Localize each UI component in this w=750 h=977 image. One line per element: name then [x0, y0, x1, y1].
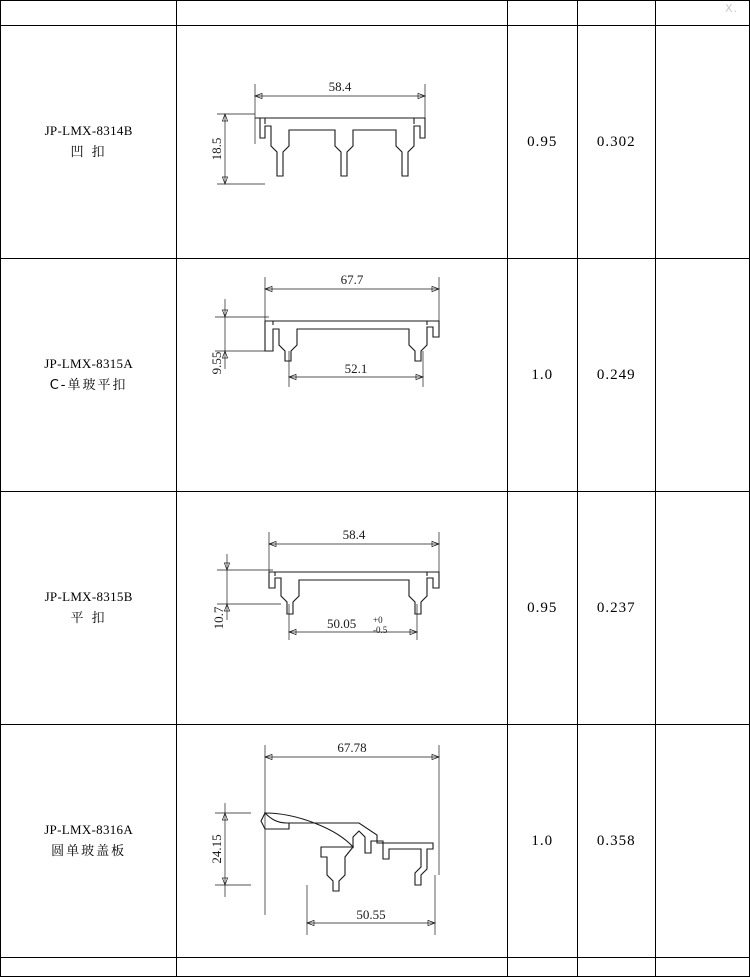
- cell-remark-partial-bottom: [655, 958, 749, 977]
- table-row-partial-bottom: [1, 958, 750, 977]
- product-code-text: JP-LMX-8314B: [44, 122, 133, 138]
- cell-product-code: [1, 259, 177, 492]
- dim-tolerance-lower: -0.5: [373, 625, 388, 635]
- cell-remark: [655, 26, 749, 259]
- dim-label-67-78: 67.78: [337, 740, 367, 755]
- dim-label-50-05: 50.05: [327, 616, 357, 631]
- profile-svg: [177, 492, 507, 724]
- cell-weight-partial-bottom: [577, 958, 655, 977]
- cell-weight-partial: [577, 1, 655, 26]
- cell-product-code: [1, 26, 177, 259]
- product-code-text: JP-LMX-8316A: [44, 821, 134, 837]
- dim-label-58-4: 58.4: [328, 79, 352, 94]
- profile-drawing-8314b: [177, 26, 507, 258]
- cell-weight: 0.302: [577, 26, 655, 259]
- cell-remark: [655, 259, 749, 492]
- cell-drawing-partial-bottom: [177, 958, 507, 977]
- dim-label-10-7: 10.7: [211, 606, 227, 630]
- cell-product-code: [1, 725, 177, 958]
- profile-svg: [177, 26, 507, 258]
- cell-thickness: 0.95: [507, 492, 577, 725]
- product-name-text: 凹 扣: [70, 145, 107, 160]
- cell-drawing: [177, 492, 507, 725]
- cell-thickness: 0.95: [507, 26, 577, 259]
- cell-weight: 0.237: [577, 492, 655, 725]
- table-row: [1, 492, 750, 725]
- cell-weight: 0.249: [577, 259, 655, 492]
- product-name-text: C-单玻平扣: [49, 378, 128, 393]
- table-row: [1, 26, 750, 259]
- cell-code-partial-bottom: [1, 958, 177, 977]
- cell-remark: [655, 492, 749, 725]
- cell-thickness: 1.0: [507, 725, 577, 958]
- table-row-partial-top: [1, 1, 750, 26]
- cell-thickness-partial: [507, 1, 577, 26]
- dim-label-52-1: 52.1: [344, 361, 368, 376]
- profile-svg: [177, 725, 507, 957]
- dim-label-9-55: 9.55: [209, 351, 225, 375]
- dim-tolerance-upper: +0: [373, 615, 383, 625]
- cell-drawing-partial: [177, 1, 507, 26]
- cell-remark-partial: [655, 1, 749, 26]
- cell-product-code: [1, 492, 177, 725]
- dim-label-50-55: 50.55: [356, 907, 386, 922]
- product-name-text: 平 扣: [70, 611, 107, 626]
- cell-remark: [655, 725, 749, 958]
- product-code-text: JP-LMX-8315A: [44, 355, 134, 371]
- dim-label-24-15: 24.15: [209, 834, 225, 864]
- cell-code-partial: [1, 1, 177, 26]
- product-code-text: JP-LMX-8315B: [44, 588, 133, 604]
- watermark: X.: [724, 2, 738, 15]
- profile-drawing-8316a: [177, 725, 507, 957]
- profile-svg: [177, 259, 507, 491]
- profile-drawing-8315b: [177, 492, 507, 724]
- cell-drawing: [177, 725, 507, 958]
- cell-weight: 0.358: [577, 725, 655, 958]
- dim-label-67-7: 67.7: [340, 272, 364, 287]
- cell-thickness: 1.0: [507, 259, 577, 492]
- cell-drawing: [177, 26, 507, 259]
- cell-drawing: [177, 259, 507, 492]
- product-name-text: 圆单玻盖板: [51, 844, 127, 859]
- table-row: [1, 725, 750, 958]
- dim-label-18-5: 18.5: [209, 137, 225, 161]
- profile-drawing-8315a: [177, 259, 507, 491]
- cell-thickness-partial-bottom: [507, 958, 577, 977]
- dim-label-58-4: 58.4: [342, 527, 366, 542]
- table-row: [1, 259, 750, 492]
